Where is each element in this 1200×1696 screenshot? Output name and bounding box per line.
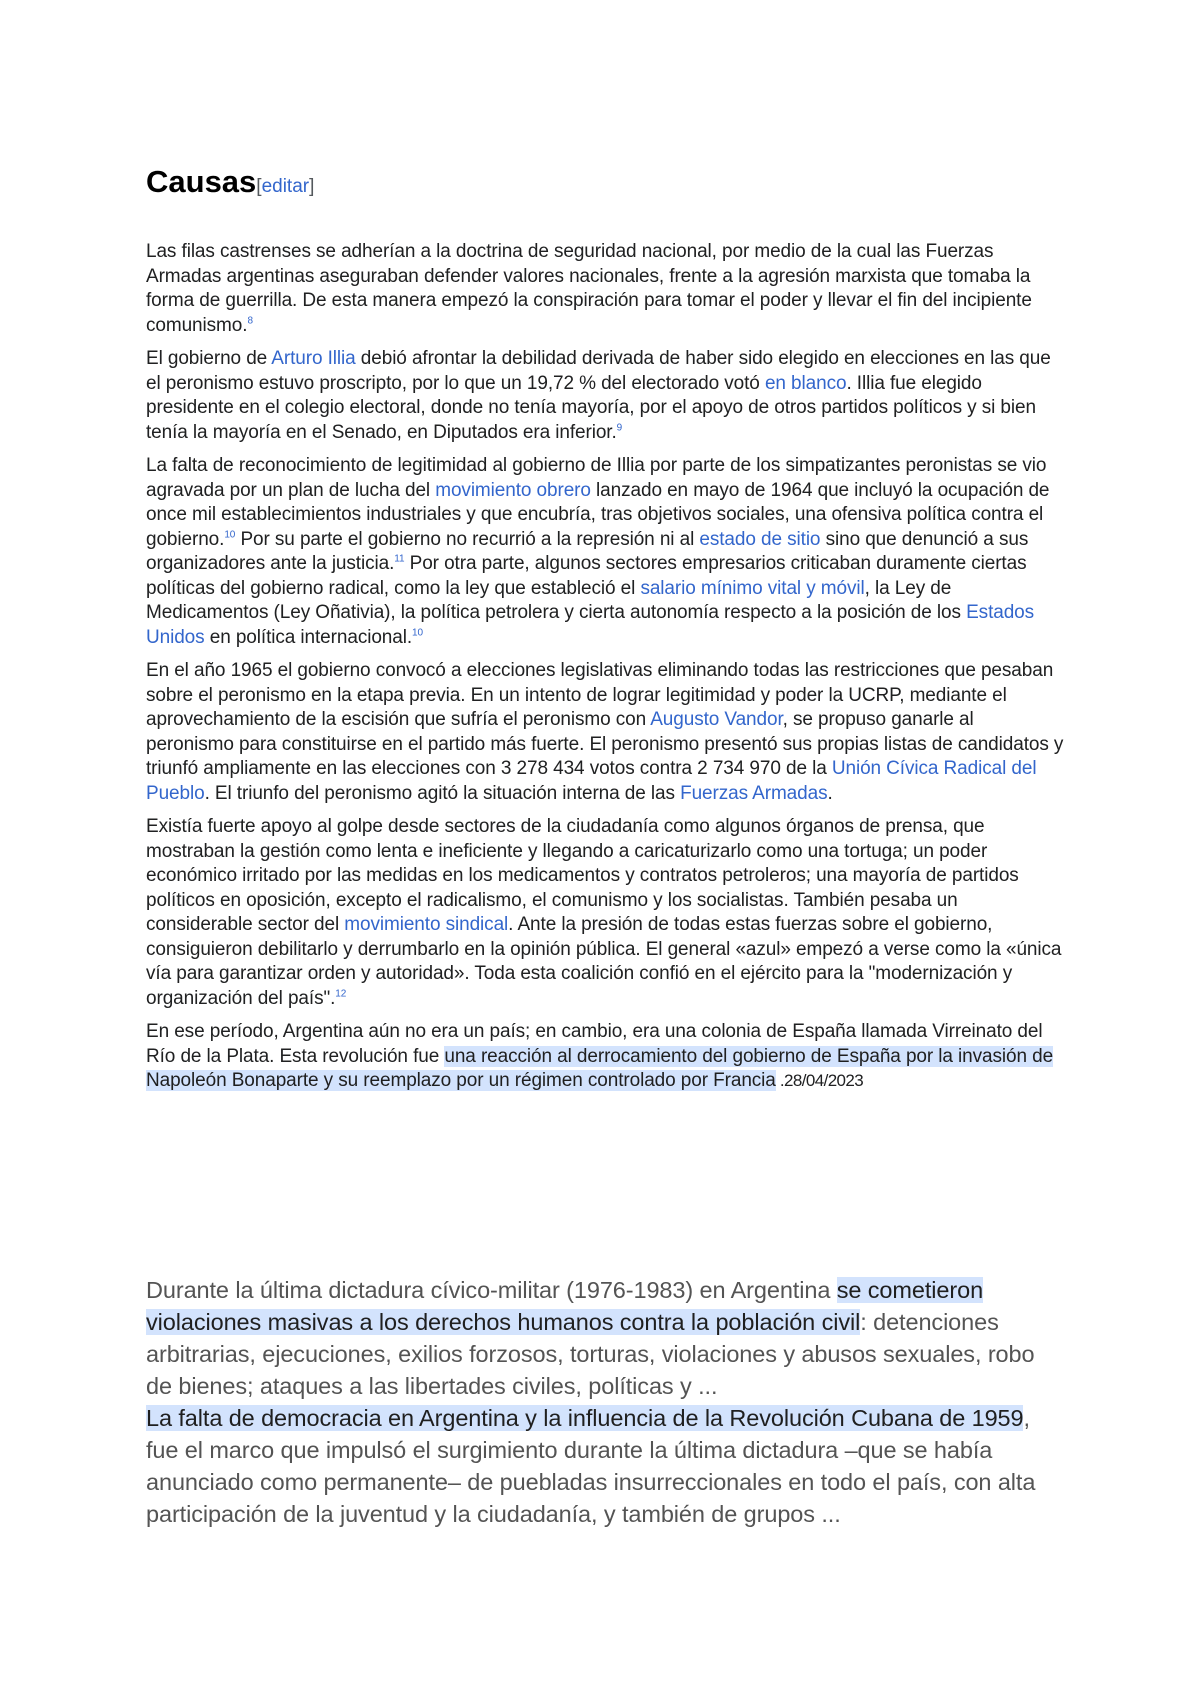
section-title: Causas xyxy=(146,164,257,199)
snippet-dictatorship xyxy=(146,1274,1066,1402)
paragraph-doctrine xyxy=(146,240,1066,338)
edit-open-bracket: [ xyxy=(256,176,262,197)
paragraph-text: . xyxy=(827,782,833,804)
reference-10[interactable]: 10 xyxy=(224,529,236,541)
link-augusto-vandor[interactable]: Augusto Vandor xyxy=(650,709,783,730)
link-estado-de-sitio[interactable]: estado de sitio xyxy=(699,528,821,550)
snippet-text: , fue el marco que impulsó el surgimiento durante la última dictadura –que se había anunciado como permanente– de puebladas insurreccionales en todo el país, con alta participación de la juventud y la ciudadanía, y también de grupos ... xyxy=(146,1405,1036,1527)
paragraph-text: La falta de reconocimiento de legitimidad al gobierno de Illia por parte de los simpatizantes peronistas se vio agravada por un plan de lucha del xyxy=(146,455,1047,501)
paragraph-text: , se propuso ganarle al peronismo para constituirse en el partido más fuerte. El peronismo presentó sus propias listas de candidatos y triunfó ampliamente en las elecciones con 3 278 434 votos contra 2 734 970 de la xyxy=(146,709,1064,779)
paragraph-text: , la Ley de Medicamentos (Ley Oñativia), la política petrolera y cierta autonomía respecto a la posición de los xyxy=(146,577,967,623)
snippet-text: Durante la última dictadura cívico-militar (1976-1983) en Argentina xyxy=(146,1277,837,1303)
paragraph-coup-support xyxy=(146,815,1066,1011)
paragraph-text: sino que denunció a sus organizadores ante la justicia. xyxy=(146,528,1029,574)
edit-section-link[interactable]: editar xyxy=(261,176,310,197)
link-fuerzas-armadas[interactable]: Fuerzas Armadas xyxy=(680,782,828,804)
paragraph-text: Por su parte el gobierno no recurrió a la represión ni al xyxy=(235,528,700,550)
paragraph-text: Existía fuerte apoyo al golpe desde sectores de la ciudadanía como algunos órganos de prensa, que mostraban la gestión como lenta e ineficiente y llegando a caricaturizarlo como una tortuga; un poder económico irritado por las medidas en los medicamentos y contratos petroleros; una mayoría de partidos políticos en oposición, excepto el radicalismo, el comunismo y los socialistas. También pesaba un considerable sector del xyxy=(146,816,1019,935)
paragraph-illia-government xyxy=(146,347,1066,445)
highlighted-text: una reacción al derrocamiento del gobierno de España por la invasión de Napoleón Bonaparte y su reemplazo por un régimen controlado por Francia xyxy=(146,1045,1054,1091)
highlighted-text: se cometieron violaciones masivas a los derechos humanos contra la población civil xyxy=(146,1277,984,1335)
search-snippets xyxy=(146,1274,1066,1530)
paragraph-elections-1965 xyxy=(146,659,1066,806)
link-arturo-illia[interactable]: Arturo Illia xyxy=(271,348,356,369)
paragraph-text: Por otra parte, algunos sectores empresarios criticaban duramente ciertas políticas del gobierno radical, como la ley que estableció el xyxy=(146,553,1027,599)
article-section xyxy=(146,160,1066,1103)
paragraph-text: debió afrontar la debilidad derivada de haber sido elegido en elecciones en las que el peronismo estuvo proscripto, por lo que un 19,72 % del electorado votó xyxy=(146,348,1051,394)
link-salario-minimo[interactable]: salario mínimo vital y móvil xyxy=(640,577,865,599)
reference-11[interactable]: 11 xyxy=(394,553,405,565)
edit-close-bracket: ] xyxy=(309,176,315,197)
link-en-blanco[interactable]: en blanco xyxy=(764,372,847,394)
reference-12[interactable]: 12 xyxy=(335,988,347,1000)
date-stamp: .28/04/2023 xyxy=(775,1071,864,1090)
highlighted-text: La falta de democracia en Argentina y la influencia de la Revolución Cubana de 1959 xyxy=(146,1405,1024,1431)
paragraph-text: lanzado en mayo de 1964 que incluyó la ocupación de once mil establecimientos industriales y que encubría, tras objetivos sociales, una ofensiva política contra el gobierno. xyxy=(146,479,1050,550)
link-ucrp[interactable]: Unión Cívica Radical del Pueblo xyxy=(146,758,1037,804)
paragraph-text: En el año 1965 el gobierno convocó a elecciones legislativas eliminando todas las restricciones que pesaban sobre el peronismo en la etapa previa. En un intento de lograr legitimidad y poder la UCRP, mediante el aprovechamiento de la escisión que sufría el peronismo con xyxy=(146,660,1054,730)
paragraph-text: En ese período, Argentina aún no era un país; en cambio, era una colonia de España llamada Virreinato del Río de la Plata. Esta revolución fue xyxy=(146,1021,1043,1067)
link-movimiento-sindical[interactable]: movimiento sindical xyxy=(344,914,509,935)
reference-10[interactable]: 10 xyxy=(412,627,423,639)
link-movimiento-obrero[interactable]: movimiento obrero xyxy=(435,479,591,501)
reference-8[interactable]: 8 xyxy=(247,315,253,327)
paragraph-legitimacy xyxy=(146,454,1066,650)
reference-9[interactable]: 9 xyxy=(616,422,623,434)
snippet-text: : detenciones arbitrarias, ejecuciones, exilios forzosos, torturas, violaciones y abusos sexuales, robo de bienes; ataques a las libertades civiles, políticas y ... xyxy=(146,1309,1035,1399)
paragraph-text: en política internacional. xyxy=(204,626,413,648)
paragraph-text: . Ante la presión de todas estas fuerzas sobre el gobierno, consiguieron debilitarlo y derrumbarlo en la opinión pública. El general «azul» empezó a verse como la «única vía para garantizar orden y autoridad». Toda esta coalición confió en el ejército para la "modernización y organización del país". xyxy=(146,914,1062,1009)
paragraph-colonial-period xyxy=(146,1020,1066,1094)
paragraph-text: . Illia fue elegido presidente en el colegio electoral, donde no tenía mayoría, por el apoyo de otros partidos políticos y si bien tenía la mayoría en el Senado, en Diputados era inferior. xyxy=(146,372,1036,443)
snippet-democracy xyxy=(146,1402,1066,1530)
paragraph-text: Las filas castrenses se adherían a la doctrina de seguridad nacional, por medio de la cual las Fuerzas Armadas argentinas aseguraban defender valores nacionales, frente a la agresión marxista que tomaba la forma de guerrilla. De esta manera empezó la conspiración para tomar el poder y llevar el fin del incipiente comunismo. xyxy=(146,241,1032,336)
paragraph-text: El gobierno de xyxy=(146,348,272,369)
section-heading xyxy=(146,160,1066,209)
link-estados-unidos[interactable]: Estados Unidos xyxy=(146,602,1035,648)
paragraph-text: . El triunfo del peronismo agitó la situación interna de las xyxy=(204,782,681,804)
